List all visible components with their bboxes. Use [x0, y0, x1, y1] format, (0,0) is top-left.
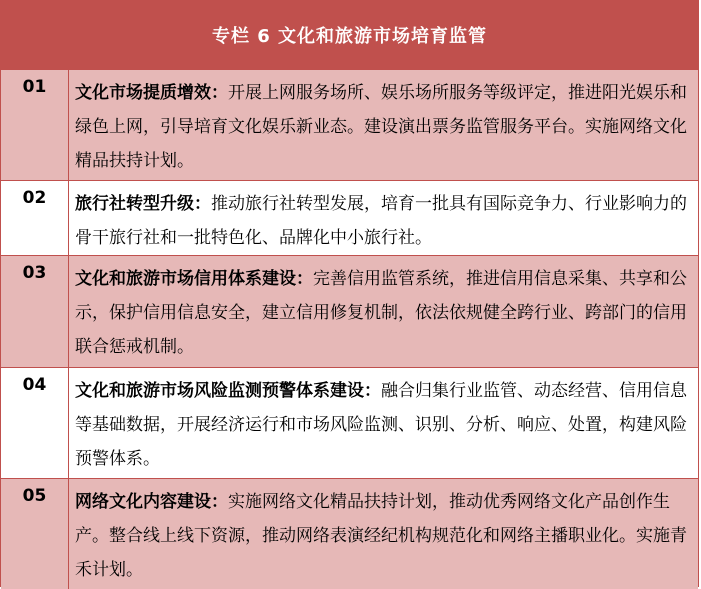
row-text	[69, 256, 698, 367]
row-number: 02	[1, 181, 69, 255]
row-text	[69, 181, 698, 255]
row-body: 推动旅行社转型发展，培育一批具有国际竞争力、行业影响力的骨干旅行社和一批特色化、品牌化中小旅行社。	[75, 194, 687, 248]
row-title: 文化市场提质增效：	[75, 83, 228, 103]
row-body: 完善信用监管系统，推进信用信息采集、共享和公示，保护信用信息安全，建立信用修复机制，依法依规健全跨行业、跨部门的信用联合惩戒机制。	[75, 269, 687, 357]
row-number: 03	[1, 256, 69, 367]
row-title: 旅行社转型升级：	[75, 194, 211, 214]
table-row	[1, 70, 698, 181]
row-number: 01	[1, 70, 69, 180]
row-number: 04	[1, 368, 69, 478]
row-body: 融合归集行业监管、动态经营、信用信息等基础数据，开展经济运行和市场风险监测、识别、分析、响应、处置，构建风险预警体系。	[75, 381, 687, 469]
row-body: 开展上网服务场所、娱乐场所服务等级评定，推进阳光娱乐和绿色上网，引导培育文化娱乐新业态。建设演出票务监管服务平台。实施网络文化精品扶持计划。	[75, 83, 687, 171]
panel-title: 专栏 6 文化和旅游市场培育监管	[1, 1, 698, 70]
row-title: 文化和旅游市场信用体系建设：	[75, 269, 313, 289]
row-number: 05	[1, 479, 69, 589]
row-title: 文化和旅游市场风险监测预警体系建设：	[75, 381, 381, 401]
table-row	[1, 181, 698, 256]
table-row	[1, 256, 698, 368]
row-text	[69, 368, 698, 478]
row-text	[69, 479, 698, 589]
row-title: 网络文化内容建设：	[75, 492, 228, 512]
table-row	[1, 479, 698, 589]
row-text	[69, 70, 698, 180]
table-row	[1, 368, 698, 479]
row-body: 实施网络文化精品扶持计划，推动优秀网络文化产品创作生产。整合线上线下资源，推动网络表演经纪机构规范化和网络主播职业化。实施青禾计划。	[75, 492, 687, 580]
